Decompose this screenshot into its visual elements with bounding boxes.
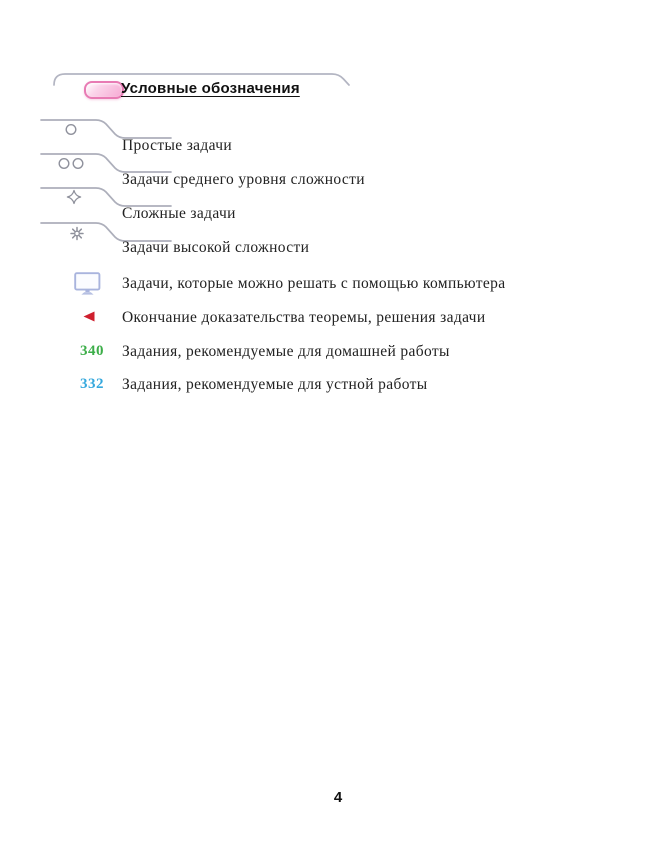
section-title: Условные обозначения bbox=[121, 80, 300, 97]
legend-item-label: Простые задачи bbox=[122, 137, 233, 154]
legend-item-label: Сложные задачи bbox=[122, 205, 236, 222]
computer-monitor-icon bbox=[74, 272, 101, 296]
page-number: 4 bbox=[333, 789, 343, 806]
legend-item-label: Задания, рекомендуемые для устной работы bbox=[122, 376, 428, 393]
green-number-badge: 340 bbox=[80, 343, 104, 359]
blue-number-badge: 332 bbox=[80, 376, 104, 392]
pink-pill-badge bbox=[84, 81, 124, 99]
legend-item-label: Задачи высокой сложности bbox=[122, 239, 310, 256]
legend-item-label: Задачи, которые можно решать с помощью компьютера bbox=[122, 275, 506, 292]
legend-item-label: Окончание доказательства теоремы, решения задачи bbox=[122, 309, 486, 326]
legend-item-label: Задачи среднего уровня сложности bbox=[122, 171, 365, 188]
red-left-triangle-icon bbox=[83, 311, 95, 322]
legend-item-label: Задания, рекомендуемые для домашней работы bbox=[122, 343, 450, 360]
